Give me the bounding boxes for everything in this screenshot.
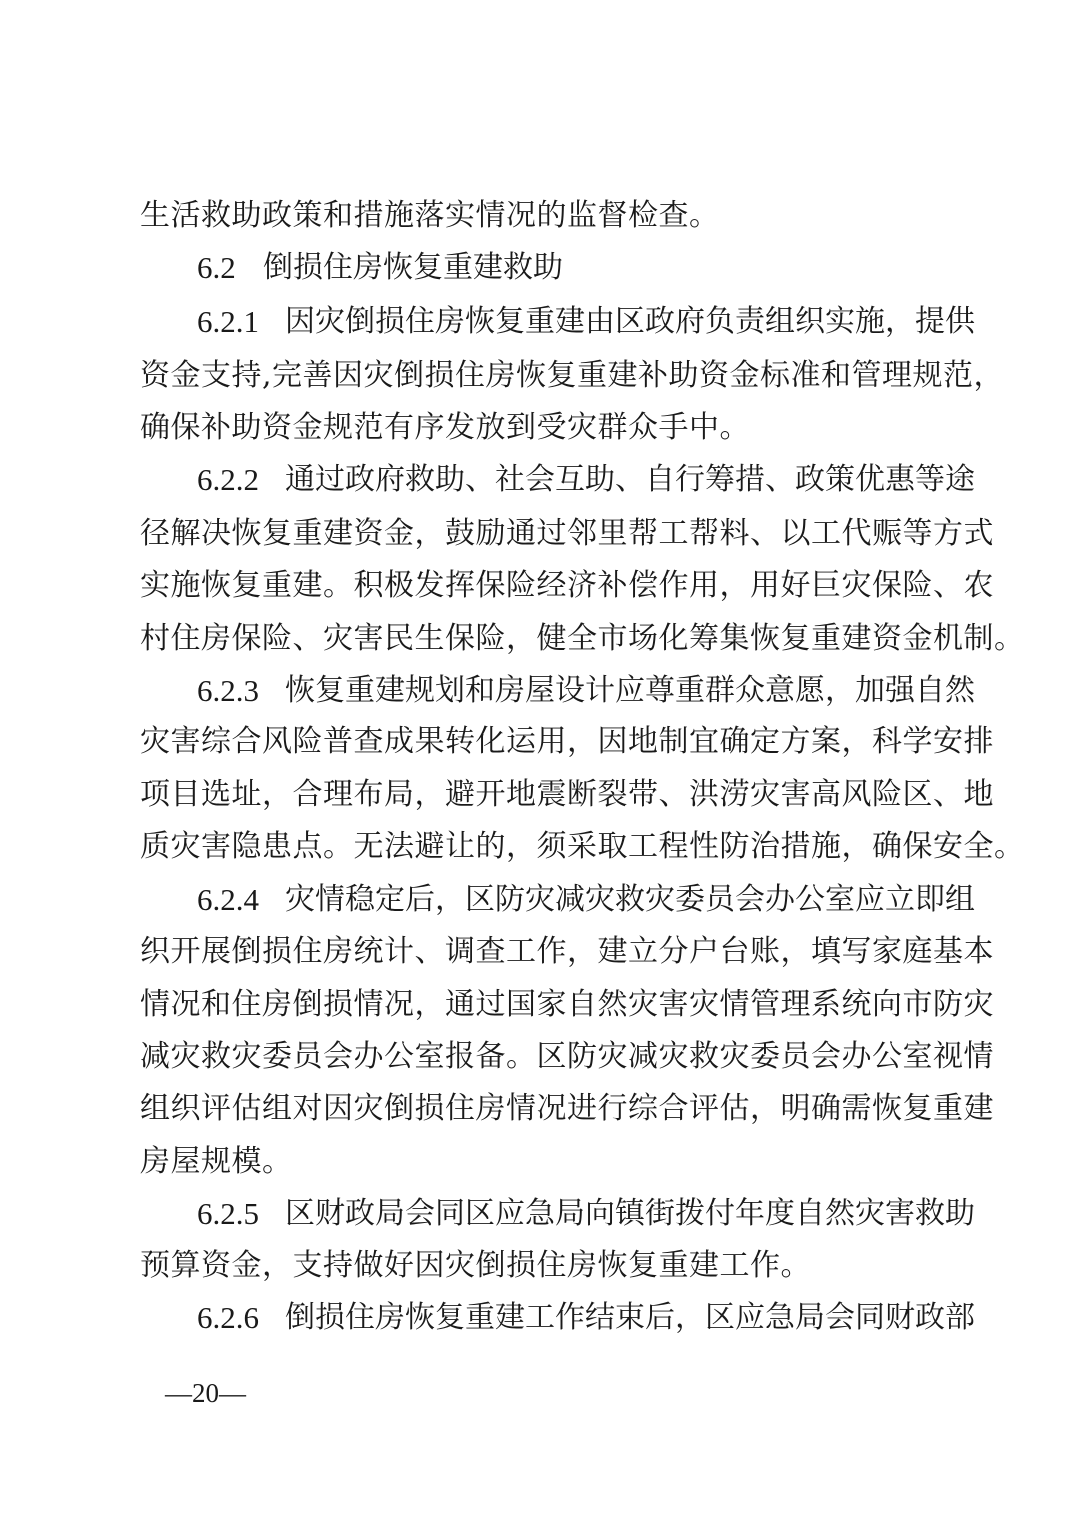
text-line: 情况和住房倒损情况，通过国家自然灾害灾情管理系统向市防灾 (140, 987, 994, 1022)
clause-number: 6.2.3 (197, 673, 259, 708)
text-line: 预算资金，支持做好因灾倒损住房恢复重建工作。 (140, 1248, 811, 1283)
text-line: 灾害综合风险普查成果转化运用，因地制宜确定方案，科学安排 (140, 724, 994, 759)
text-line: 村住房保险、灾害民生保险，健全市场化筹集恢复重建资金机制。 (140, 621, 1025, 656)
clause-number: 6.2.4 (197, 882, 259, 917)
text-line: 确保补助资金规范有序发放到受灾群众手中。 (140, 410, 750, 445)
clause-number: 6.2.2 (197, 462, 259, 497)
clause-number: 6.2.1 (197, 304, 259, 339)
section-heading: 倒损住房恢复重建救助 (263, 250, 563, 285)
page-number: —20— (165, 1378, 246, 1408)
section-number: 6.2 (197, 250, 236, 285)
text-line: 资金支持,完善因灾倒损住房恢复重建补助资金标准和管理规范， (140, 358, 1005, 393)
text-line: 房屋规模。 (140, 1144, 293, 1179)
text-line: 径解决恢复重建资金，鼓励通过邻里帮工帮料、以工代赈等方式 (140, 516, 994, 551)
clause-number: 6.2.6 (197, 1300, 259, 1335)
text-line: 减灾救灾委员会办公室报备。区防灾减灾救灾委员会办公室视情 (140, 1039, 994, 1074)
text-line: 恢复重建规划和房屋设计应尊重群众意愿，加强自然 (285, 673, 975, 708)
text-line: 通过政府救助、社会互助、自行筹措、政策优惠等途 (285, 462, 975, 497)
text-line: 因灾倒损住房恢复重建由区政府负责组织实施，提供 (285, 304, 975, 339)
text-line: 织开展倒损住房统计、调查工作，建立分户台账，填写家庭基本 (140, 934, 994, 969)
text-line: 组织评估组对因灾倒损住房情况进行综合评估，明确需恢复重建 (140, 1091, 994, 1126)
text-line: 质灾害隐患点。无法避让的，须采取工程性防治措施，确保安全。 (140, 829, 1025, 864)
clause-number: 6.2.5 (197, 1196, 259, 1231)
text-line: 项目选址，合理布局，避开地震断裂带、洪涝灾害高风险区、地 (140, 777, 994, 812)
text-line: 区财政局会同区应急局向镇街拨付年度自然灾害救助 (285, 1196, 975, 1231)
text-line: 生活救助政策和措施落实情况的监督检查。 (140, 198, 720, 233)
text-line: 灾情稳定后，区防灾减灾救灾委员会办公室应立即组 (285, 882, 975, 917)
text-line: 实施恢复重建。积极发挥保险经济补偿作用，用好巨灾保险、农 (140, 568, 994, 603)
text-line: 倒损住房恢复重建工作结束后，区应急局会同财政部 (285, 1300, 975, 1335)
